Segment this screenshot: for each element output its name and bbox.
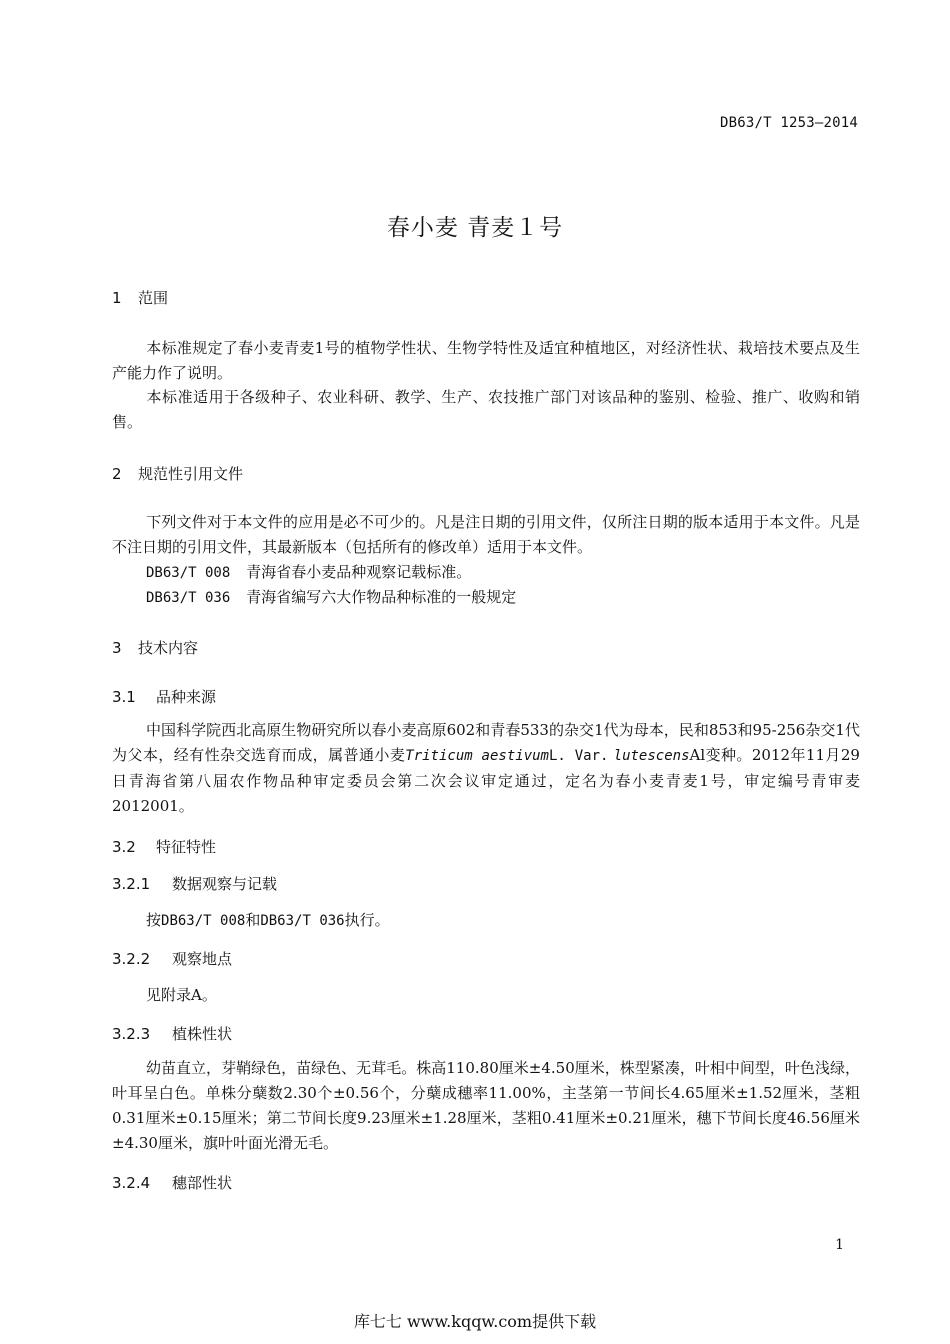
reference-item [146, 561, 471, 582]
document-title: 春小麦 青麦１号 [386, 215, 564, 241]
section-title: 技术内容 [138, 639, 199, 657]
section-title: 观察地点 [172, 950, 233, 968]
section-number: 3.2.4 [112, 1174, 151, 1192]
subsection-heading-variety-origin [112, 686, 216, 707]
paragraph-text: Al变种。2012年11月29日青海省第八届农作物品种审定委员会第二次会议审定通过，定名为春小麦青麦1号，审定编号青审麦2012001。 [112, 746, 860, 815]
paragraph-text: 本标准适用于各级种子、农业科研、教学、生产、农技推广部门对该品种的鉴别、检验、推广、收购和销售。 [112, 388, 860, 431]
section-number: 1 [112, 289, 122, 307]
section-number: 2 [112, 465, 122, 483]
paragraph-text: 中国科学院西北高原生物研究所以春小麦高原602和青春533的杂交1代为母本，民和853和95-256杂交1代为父本，经有性杂交选育而成，属普通小麦 [112, 721, 860, 764]
section-number: 3.2.2 [112, 950, 151, 968]
section-heading-technical-content [112, 637, 198, 658]
paragraph [112, 1056, 860, 1156]
subsection-heading-spike-traits [112, 1172, 232, 1193]
paragraph-text: 执行。 [344, 911, 390, 929]
section-title: 数据观察与记载 [172, 875, 278, 893]
section-number: 3.2.3 [112, 1025, 151, 1043]
paragraph-text: 按 [146, 911, 162, 929]
paragraph [112, 718, 860, 819]
page-number: 1 [835, 1237, 844, 1253]
reference-title: 青海省编写六大作物品种标准的一般规定 [246, 588, 517, 606]
download-footer: 库七七 www.kqqw.com提供下载 [353, 1312, 597, 1331]
latin-name: lutescens [613, 748, 690, 764]
section-heading-scope [112, 287, 168, 308]
paragraph [112, 336, 860, 386]
paragraph-text: L. Var. [549, 748, 609, 764]
paragraph [112, 385, 860, 435]
section-number: 3.2 [112, 838, 136, 856]
paragraph [112, 983, 860, 1008]
section-title: 特征特性 [156, 838, 217, 856]
reference-code: DB63/T 008 [146, 565, 231, 581]
paragraph-text: 下列文件对于本文件的应用是必不可少的。凡是注日期的引用文件，仅所注日期的版本适用于本文件。凡是不注日期的引用文件，其最新版本（包括所有的修改单）适用于本文件。 [112, 513, 860, 556]
subsection-heading-data-observation [112, 873, 277, 894]
reference-item [146, 586, 516, 607]
paragraph-text: 见附录A。 [146, 986, 217, 1004]
section-number: 3.2.1 [112, 875, 151, 893]
section-number: 3 [112, 639, 122, 657]
reference-code: DB63/T 036 [146, 590, 231, 606]
reference-title: 青海省春小麦品种观察记载标准。 [246, 563, 472, 581]
section-number: 3.1 [112, 688, 136, 706]
section-title: 植株性状 [172, 1025, 233, 1043]
subsection-heading-characteristics [112, 836, 216, 857]
reference-code: DB63/T 036 [260, 913, 345, 929]
subsection-heading-plant-traits [112, 1023, 232, 1044]
section-title: 规范性引用文件 [138, 465, 244, 483]
latin-name: Triticum aestivum [405, 748, 549, 764]
section-title: 品种来源 [156, 688, 217, 706]
subsection-heading-observation-site [112, 948, 232, 969]
paragraph-text: 和 [245, 911, 261, 929]
paragraph [112, 510, 860, 560]
paragraph [112, 908, 860, 934]
section-title: 范围 [138, 289, 169, 307]
section-title: 穗部性状 [172, 1174, 233, 1192]
paragraph-text: 幼苗直立，芽鞘绿色，苗绿色、无茸毛。株高110.80厘米±4.50厘米，株型紧凑，叶相中间型，叶色浅绿，叶耳呈白色。单株分蘖数2.30个±0.56个，分蘖成穗率11.00%，主茎第一节间长4.65厘米±1.52厘米，茎粗0.31厘米±0.15厘米；第二节间长度9.23厘米±1.28厘米，茎粗0.41厘米±0.21厘米，穗下节间长度46.56厘米±4.30厘米，旗叶叶面光滑无毛。 [112, 1059, 860, 1152]
paragraph-text: 本标准规定了春小麦青麦1号的植物学性状、生物学特性及适宜种植地区，对经济性状、栽培技术要点及生产能力作了说明。 [112, 339, 860, 382]
standard-code: DB63/T 1253—2014 [719, 115, 858, 131]
reference-code: DB63/T 008 [161, 913, 246, 929]
section-heading-normative-references [112, 463, 243, 484]
